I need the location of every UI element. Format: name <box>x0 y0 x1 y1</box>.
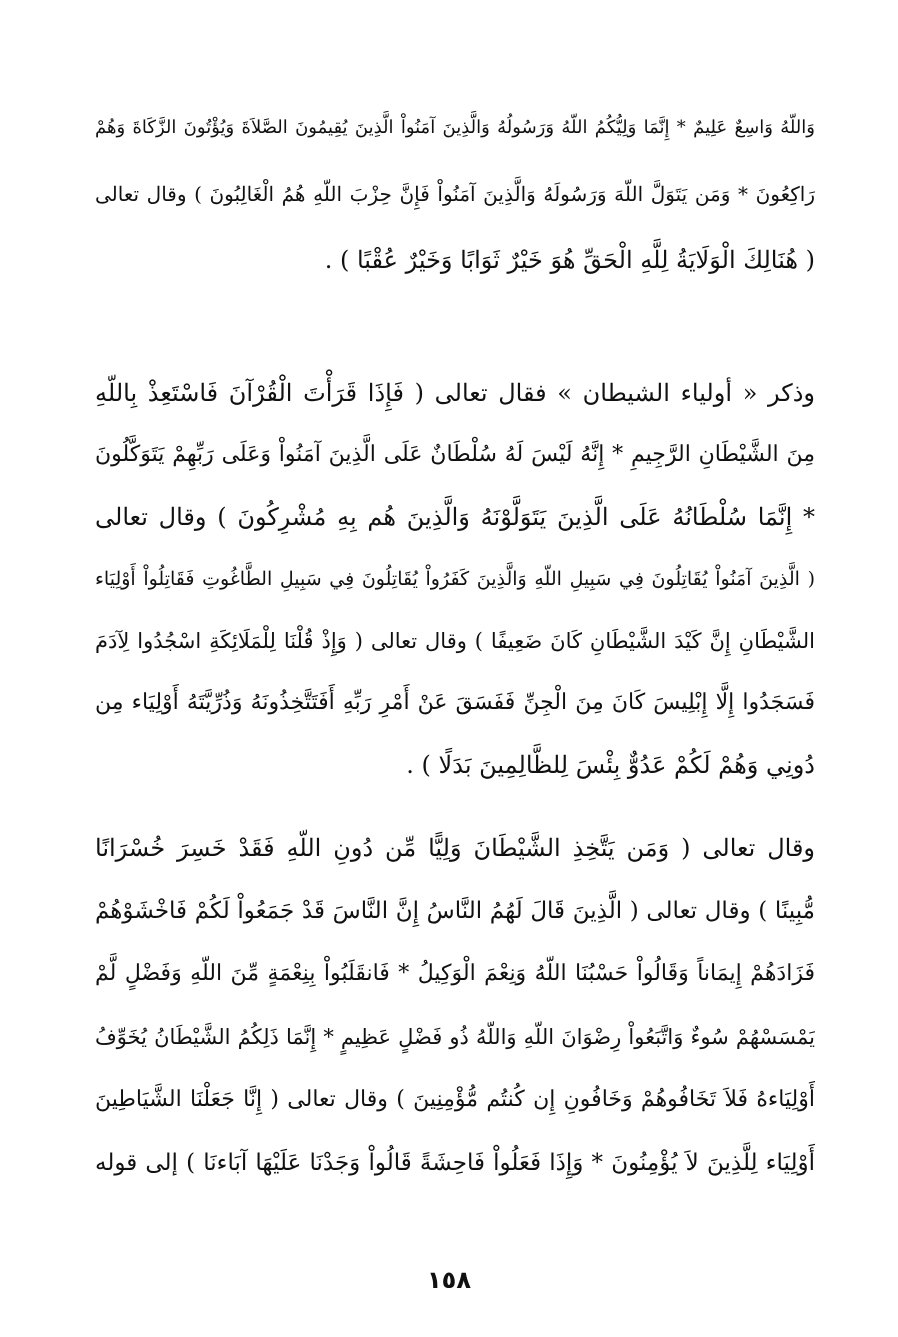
text-line: أَوْلِيَاءهُ فَلاَ تَخَافُوهُمْ وَخَافُونِ إِن كُنتُم مُّؤْمِنِينَ ) وقال تعالى ( إِنَّا جَعَلْنَا الشَّيَاطِينَ <box>95 1087 815 1112</box>
paragraph-more-verses <box>95 820 815 1198</box>
text-line: رَاكِعُونَ * وَمَن يَتَوَلَّ اللّهَ وَرَسُولَهُ وَالَّذِينَ آمَنُواْ فَإِنَّ حِزْبَ اللّهِ هُمُ الْغَالِبُونَ ) وقال تعالى <box>95 182 815 206</box>
paragraph-awliya-allah-verses <box>95 100 815 298</box>
text-line: الشَّيْطَانِ إِنَّ كَيْدَ الشَّيْطَانِ كَانَ ضَعِيفًا ) وقال تعالى ( وَإِذْ قُلْنَا لِلْمَلَائِكَةِ اسْجُدُوا لِآدَمَ <box>95 629 815 653</box>
text-line: وَاللّهُ وَاسِعٌ عَلِيمٌ * إِنَّمَا وَلِيُّكُمُ اللّهُ وَرَسُولُهُ وَالَّذِينَ آمَنُواْ الَّذِينَ يُقِيمُونَ الصَّلاَةَ وَيُؤْتُونَ الزَّكَاةَ وَهُمْ <box>95 117 815 138</box>
text-line: ( هُنَالِكَ الْوَلَايَةُ لِلَّهِ الْحَقِّ هُوَ خَيْرٌ ثَوَابًا وَخَيْرٌ عُقْبًا ) . <box>324 246 815 274</box>
text-line: فَزَادَهُمْ إِيمَاناً وَقَالُواْ حَسْبُنَا اللّهُ وَنِعْمَ الْوَكِيلُ * فَانقَلَبُواْ بِنِعْمَةٍ مِّنَ اللّهِ وَفَضْلٍ لَّمْ <box>95 961 815 986</box>
text-line: مُّبِينًا ) وقال تعالى ( الَّذِينَ قَالَ لَهُمُ النَّاسُ إِنَّ النَّاسَ قَدْ جَمَعُواْ لَكُمْ فَاخْشَوْهُمْ <box>95 898 815 924</box>
paragraph-awliya-shaytan <box>95 365 815 799</box>
text-line: * إِنَّمَا سُلْطَانُهُ عَلَى الَّذِينَ يَتَوَلَّوْنَهُ وَالَّذِينَ هُم بِهِ مُشْرِكُونَ ) وقال تعالى <box>95 503 815 531</box>
text-line: أَوْلِيَاء لِلَّذِينَ لاَ يُؤْمِنُونَ * وَإِذَا فَعَلُواْ فَاحِشَةً قَالُواْ وَجَدْنَا عَلَيْهَا آبَاءنَا ) إلى قوله <box>95 1150 815 1176</box>
text-line: مِنَ الشَّيْطَانِ الرَّجِيمِ * إِنَّهُ لَيْسَ لَهُ سُلْطَانٌ عَلَى الَّذِينَ آمَنُواْ وَعَلَى رَبِّهِمْ يَتَوَكَّلُونَ <box>95 442 815 467</box>
text-line: وقال تعالى ( وَمَن يَتَّخِذِ الشَّيْطَانَ وَلِيًّا مِّن دُونِ اللّهِ فَقَدْ خَسِرَ خُسْرَانًا <box>95 834 815 862</box>
text-line: يَمْسَسْهُمْ سُوءٌ وَاتَّبَعُواْ رِضْوَانَ اللّهِ وَاللّهُ ذُو فَضْلٍ عَظِيمٍ * إِنَّمَا ذَلِكُمُ الشَّيْطَانُ يُخَوِّفُ <box>95 1025 815 1049</box>
text-line: ( الَّذِينَ آمَنُواْ يُقَاتِلُونَ فِي سَبِيلِ اللّهِ وَالَّذِينَ كَفَرُواْ يُقَاتِلُونَ فِي سَبِيلِ الطَّاغُوتِ فَقَاتِلُواْ أَوْلِيَاء <box>95 568 815 590</box>
text-line: وذكر « أولياء الشيطان » فقال تعالى ( فَإِذَا قَرَأْتَ الْقُرْآنَ فَاسْتَعِذْ بِاللّهِ <box>95 379 815 407</box>
page-number: ١٥٨ <box>427 1266 471 1294</box>
text-line: دُونِي وَهُمْ لَكُمْ عَدُوٌّ بِئْسَ لِلظَّالِمِينَ بَدَلًا ) . <box>406 751 815 779</box>
text-line: فَسَجَدُوا إِلَّا إِبْلِيسَ كَانَ مِنَ الْجِنِّ فَفَسَقَ عَنْ أَمْرِ رَبِّهِ أَفَتَتَّخِذُونَهُ وَذُرِّيَّتَهُ أَوْلِيَاء مِن <box>95 690 815 715</box>
